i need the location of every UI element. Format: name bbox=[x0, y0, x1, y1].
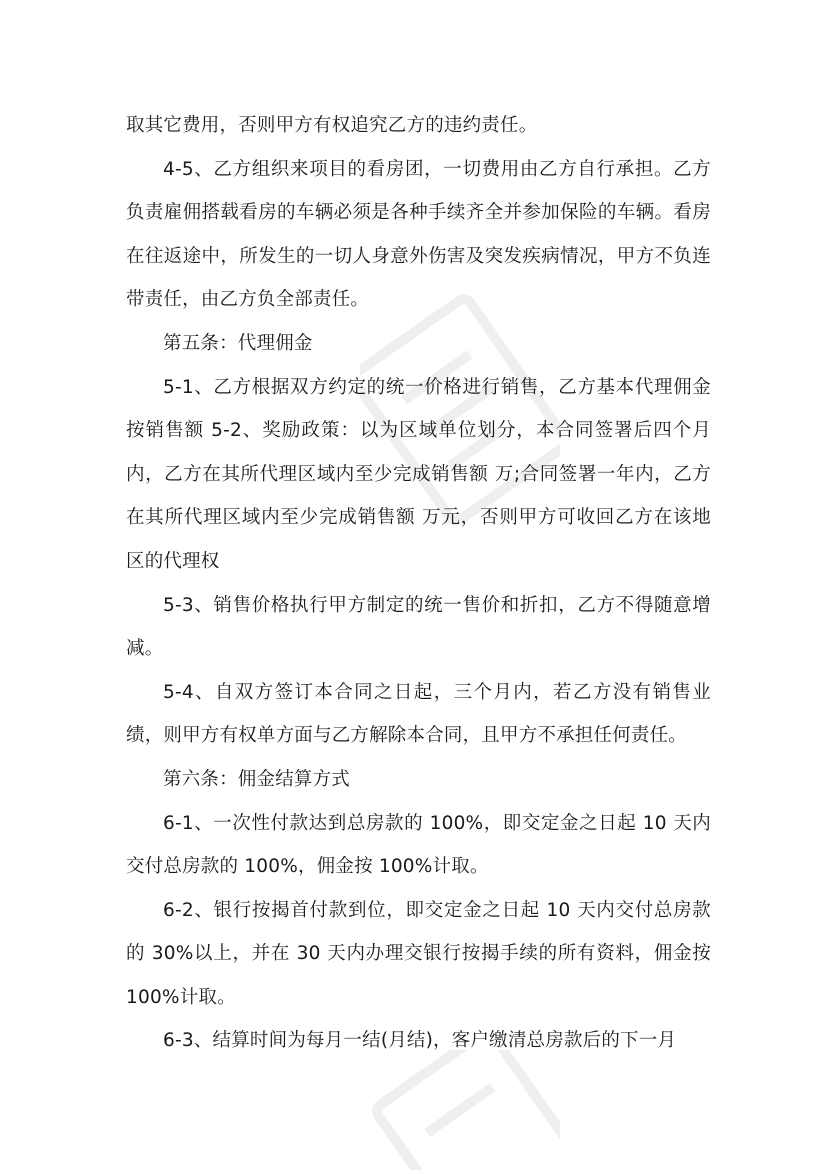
paragraph-clause-5-3: 5-3、销售价格执行甲方制定的统一售价和折扣，乙方不得随意增减。 bbox=[126, 594, 711, 660]
document-body bbox=[126, 104, 711, 1063]
watermark-logo-bottom bbox=[360, 1050, 560, 1170]
paragraph-clause-4-5: 4-5、乙方组织来项目的看房团，一切费用由乙方自行承担。乙方负责雇佣搭载看房的车辆必须是各种手续齐全并参加保险的车辆。看房在往返途中，所发生的一切人身意外伤害及突发疾病情况，甲方不负连带责任，由乙方负全部责任。 bbox=[126, 158, 711, 311]
section-heading-article-5: 第五条：代理佣金 bbox=[163, 332, 313, 354]
section-heading-article-6: 第六条：佣金结算方式 bbox=[163, 768, 351, 790]
paragraph-clause-6-3: 6-3、结算时间为每月一结(月结)，客户缴清总房款后的下一月 bbox=[163, 1030, 677, 1052]
paragraph-continuation: 取其它费用，否则甲方有权追究乙方的违约责任。 bbox=[126, 115, 538, 136]
paragraph-clause-5-1: 5-1、乙方根据双方约定的统一价格进行销售，乙方基本代理佣金按销售额 5-2、奖励政策：以为区域单位划分，本合同签署后四个月内，乙方在其所代理区域内至少完成销售额 万;合同签署一年内，乙方在其所代理区域内至少完成销售额 万元，否则甲方可收回乙方在该地区的代理权 bbox=[126, 376, 711, 572]
paragraph-clause-6-2: 6-2、银行按揭首付款到位，即交定金之日起 10 天内交付总房款的 30%以上，并在 30 天内办理交银行按揭手续的所有资料，佣金按 100%计取。 bbox=[126, 899, 711, 1008]
paragraph-clause-5-4: 5-4、自双方签订本合同之日起，三个月内，若乙方没有销售业绩，则甲方有权单方面与乙方解除本合同，且甲方不承担任何责任。 bbox=[126, 681, 711, 747]
paragraph-clause-6-1: 6-1、一次性付款达到总房款的 100%，即交定金之日起 10 天内交付总房款的 100%，佣金按 100%计取。 bbox=[126, 812, 711, 878]
